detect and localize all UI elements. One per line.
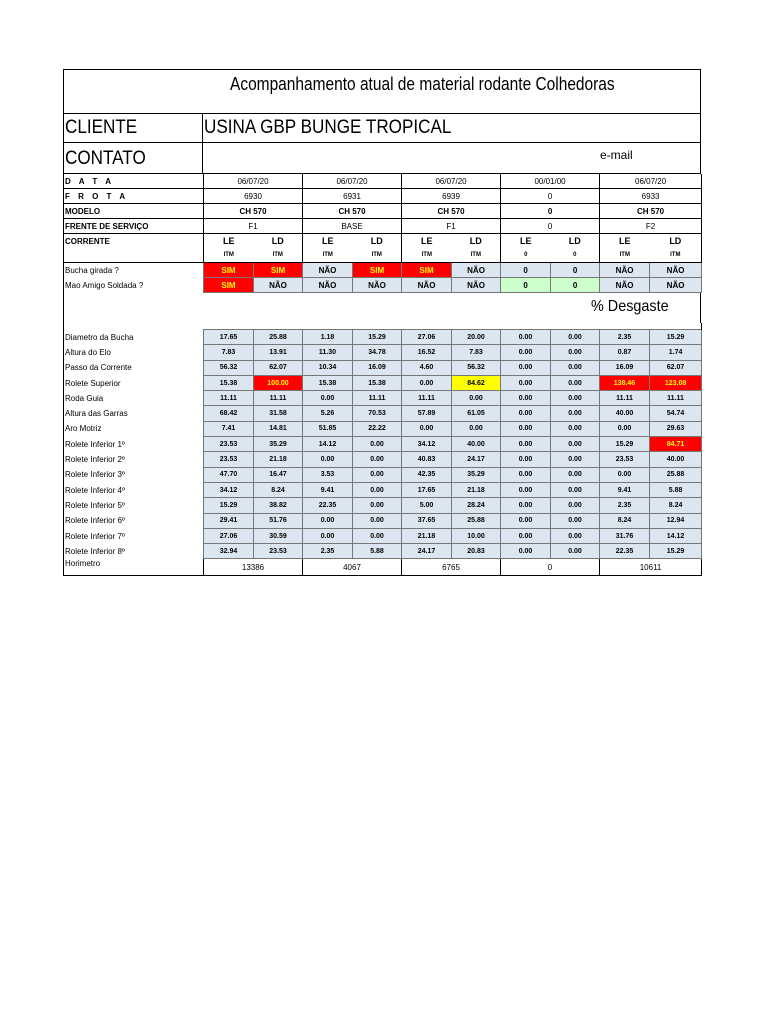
horimetro-value: 0 [501, 559, 600, 576]
measure-value: 0.00 [353, 513, 402, 528]
measure-value: 16.52 [402, 345, 452, 360]
frota-value: 6930 [204, 189, 303, 204]
measure-value: 0.00 [551, 437, 600, 452]
horimetro-value: 10611 [600, 559, 702, 576]
measure-value: 14.12 [303, 437, 353, 452]
measure-value: 0.00 [501, 391, 551, 406]
table-row [64, 482, 702, 497]
check-value: SIM [204, 263, 254, 278]
measure-value: 70.53 [353, 406, 402, 421]
measure-value: 11.11 [402, 391, 452, 406]
measure-value: 15.29 [353, 330, 402, 345]
measure-value: 31.58 [254, 406, 303, 421]
measure-value: 32.94 [204, 544, 254, 559]
table-row [64, 391, 702, 406]
measure-value: 22.35 [303, 498, 353, 513]
tipo-value: ITM [402, 248, 452, 263]
check-value: SIM [204, 278, 254, 293]
measure-label: Rolete Inferior 5º [64, 498, 204, 513]
measure-value: 34.78 [353, 345, 402, 360]
measure-value: 25.88 [650, 467, 702, 482]
check-value: NÃO [303, 278, 353, 293]
measure-value: 15.29 [650, 330, 702, 345]
measure-value: 0.00 [551, 421, 600, 436]
data-value: 06/07/20 [402, 174, 501, 189]
row-check [64, 278, 702, 293]
check-value: NÃO [600, 278, 650, 293]
measure-value: 11.11 [600, 391, 650, 406]
measure-value: 35.29 [254, 437, 303, 452]
row-check [64, 263, 702, 278]
corrente-side: LE [600, 234, 650, 249]
measure-value: 0.00 [501, 482, 551, 497]
tipo-value: 0 [501, 248, 551, 263]
frota-label: F R O T A [64, 189, 204, 204]
check-value: NÃO [600, 263, 650, 278]
measure-value: 11.11 [254, 391, 303, 406]
tipo-value: ITM [353, 248, 402, 263]
measure-value: 15.38 [204, 375, 254, 390]
tipo-value: ITM [600, 248, 650, 263]
measure-value: 0.00 [501, 406, 551, 421]
measure-value: 0.87 [600, 345, 650, 360]
row-horimetro [64, 559, 702, 576]
measure-value: 15.38 [303, 375, 353, 390]
row-tipo [64, 248, 702, 263]
measure-value: 0.00 [303, 528, 353, 543]
measure-value: 11.11 [650, 391, 702, 406]
measure-label: Passo da Corrente [64, 360, 204, 375]
measure-label: Rolete Superior [64, 375, 204, 390]
measure-value: 16.47 [254, 467, 303, 482]
measure-value: 23.53 [204, 452, 254, 467]
measure-value: 16.09 [353, 360, 402, 375]
measure-value: 24.17 [452, 452, 501, 467]
corrente-side: LD [650, 234, 702, 249]
measure-value: 0.00 [501, 330, 551, 345]
measure-label: Aro Motriz [64, 421, 204, 436]
measure-value: 15.29 [650, 544, 702, 559]
measure-value: 34.12 [402, 437, 452, 452]
measure-value: 57.89 [402, 406, 452, 421]
measure-value: 9.41 [600, 482, 650, 497]
measures-table [63, 323, 702, 576]
measure-value: 7.41 [204, 421, 254, 436]
modelo-value: CH 570 [402, 204, 501, 219]
data-value: 06/07/20 [204, 174, 303, 189]
tipo-value: 0 [551, 248, 600, 263]
measure-label: Rolete Inferior 4º [64, 482, 204, 497]
measure-value: 28.24 [452, 498, 501, 513]
measure-value: 0.00 [353, 467, 402, 482]
measure-value: 15.38 [353, 375, 402, 390]
measure-value: 0.00 [501, 467, 551, 482]
table-row [64, 498, 702, 513]
measure-value: 0.00 [353, 452, 402, 467]
measure-value: 0.00 [551, 528, 600, 543]
measure-value: 38.82 [254, 498, 303, 513]
check-value: NÃO [254, 278, 303, 293]
measure-value: 7.83 [452, 345, 501, 360]
measure-label: Rolete Inferior 7º [64, 528, 204, 543]
measure-value: 40.00 [600, 406, 650, 421]
table-row [64, 467, 702, 482]
cliente-label: CLIENTE [65, 117, 138, 138]
horimetro-label: Horimetro [64, 559, 204, 576]
measure-value: 0.00 [551, 330, 600, 345]
measure-value: 123.08 [650, 375, 702, 390]
measure-value: 68.42 [204, 406, 254, 421]
measure-value: 31.76 [600, 528, 650, 543]
measure-value: 22.35 [600, 544, 650, 559]
measure-value: 0.00 [353, 528, 402, 543]
table-row [64, 345, 702, 360]
table-row [64, 360, 702, 375]
modelo-value: CH 570 [600, 204, 702, 219]
measure-value: 5.88 [650, 482, 702, 497]
table-row [64, 437, 702, 452]
measure-value: 7.83 [204, 345, 254, 360]
measure-value: 0.00 [551, 498, 600, 513]
check-value: 0 [551, 278, 600, 293]
modelo-value: 0 [501, 204, 600, 219]
check-value: SIM [353, 263, 402, 278]
row-frente [64, 219, 702, 234]
measure-value: 2.35 [303, 544, 353, 559]
measure-label: Rolete Inferior 8º [64, 544, 204, 559]
measure-value: 84.71 [650, 437, 702, 452]
measure-value: 0.00 [303, 513, 353, 528]
measure-value: 84.62 [452, 375, 501, 390]
measure-label: Diametro da Bucha [64, 330, 204, 345]
check-value: 0 [551, 263, 600, 278]
tipo-value: ITM [650, 248, 702, 263]
desgaste-label: % Desgaste [591, 298, 669, 315]
row-corrente [64, 234, 702, 249]
measure-value: 1.74 [650, 345, 702, 360]
corrente-side: LD [271, 236, 284, 246]
check-value: 0 [501, 263, 551, 278]
check-value: NÃO [353, 278, 402, 293]
measure-value: 29.41 [204, 513, 254, 528]
measure-value: 21.18 [402, 528, 452, 543]
desgaste-row [63, 293, 701, 323]
contato-label: CONTATO [65, 148, 146, 169]
horimetro-value: 4067 [303, 559, 402, 576]
measure-value: 0.00 [551, 544, 600, 559]
table-row [64, 452, 702, 467]
corrente-side: LE [402, 234, 452, 249]
measure-value: 0.00 [501, 437, 551, 452]
measure-label: Rolete Inferior 1º [64, 437, 204, 452]
measure-value: 51.85 [303, 421, 353, 436]
frota-value: 6939 [402, 189, 501, 204]
measure-value: 62.07 [650, 360, 702, 375]
modelo-label: MODELO [64, 204, 204, 219]
measure-value: 51.76 [254, 513, 303, 528]
measure-value: 138.46 [600, 375, 650, 390]
measure-value: 1.18 [303, 330, 353, 345]
measure-value: 54.74 [650, 406, 702, 421]
data-value: 06/07/20 [600, 174, 702, 189]
measure-value: 35.29 [452, 467, 501, 482]
frota-value: 6931 [303, 189, 402, 204]
measure-value: 8.24 [600, 513, 650, 528]
frente-label: FRENTE DE SERVIÇO [64, 219, 204, 234]
measure-value: 0.00 [551, 345, 600, 360]
measure-value: 40.83 [402, 452, 452, 467]
measure-value: 0.00 [551, 360, 600, 375]
measure-value: 17.65 [402, 482, 452, 497]
measure-value: 14.12 [650, 528, 702, 543]
measure-value: 62.07 [254, 360, 303, 375]
measure-value: 0.00 [501, 421, 551, 436]
measure-value: 100.00 [254, 375, 303, 390]
cliente-row [63, 114, 701, 143]
measure-value: 0.00 [353, 482, 402, 497]
cliente-value: USINA GBP BUNGE TROPICAL [204, 117, 452, 138]
measure-label: Altura das Garras [64, 406, 204, 421]
measure-value: 23.53 [254, 544, 303, 559]
title-row [63, 69, 701, 114]
modelo-value: CH 570 [204, 204, 303, 219]
measure-value: 9.41 [303, 482, 353, 497]
measure-value: 20.83 [452, 544, 501, 559]
measure-value: 0.00 [303, 452, 353, 467]
frente-value: BASE [303, 219, 402, 234]
row-frota [64, 189, 702, 204]
measure-value: 8.24 [650, 498, 702, 513]
measure-value: 47.70 [204, 467, 254, 482]
check-value: NÃO [402, 278, 452, 293]
measure-value: 0.00 [452, 391, 501, 406]
measure-value: 10.00 [452, 528, 501, 543]
measure-value: 23.53 [600, 452, 650, 467]
measure-label: Rolete Inferior 3º [64, 467, 204, 482]
corrente-side: LE [303, 234, 353, 249]
measure-value: 21.18 [452, 482, 501, 497]
table-row [64, 375, 702, 390]
table-row [64, 330, 702, 345]
frente-value: F1 [204, 219, 303, 234]
measure-value: 3.53 [303, 467, 353, 482]
measure-value: 0.00 [551, 406, 600, 421]
check-value: NÃO [452, 278, 501, 293]
data-value: 00/01/00 [501, 174, 600, 189]
row-modelo [64, 204, 702, 219]
measure-value: 0.00 [501, 498, 551, 513]
horimetro-value: 13386 [204, 559, 303, 576]
corrente-side: LE [501, 234, 551, 249]
measure-value: 29.63 [650, 421, 702, 436]
measure-value: 27.06 [204, 528, 254, 543]
measure-value: 30.59 [254, 528, 303, 543]
measure-value: 2.35 [600, 498, 650, 513]
measure-value: 0.00 [551, 513, 600, 528]
frente-value: F2 [600, 219, 702, 234]
measure-value: 0.00 [501, 360, 551, 375]
frente-value: 0 [501, 219, 600, 234]
measure-value: 23.53 [204, 437, 254, 452]
measure-value: 17.65 [204, 330, 254, 345]
measure-value: 34.12 [204, 482, 254, 497]
measure-value: 11.30 [303, 345, 353, 360]
measure-value: 10.34 [303, 360, 353, 375]
measure-value: 11.11 [353, 391, 402, 406]
table-row [64, 406, 702, 421]
modelo-value: CH 570 [303, 204, 402, 219]
measure-value: 40.00 [452, 437, 501, 452]
measure-value: 56.32 [452, 360, 501, 375]
check-value: NÃO [650, 263, 702, 278]
measure-value: 40.00 [650, 452, 702, 467]
measure-value: 5.00 [402, 498, 452, 513]
measure-value: 16.09 [600, 360, 650, 375]
measure-value: 42.35 [402, 467, 452, 482]
header-table [63, 174, 702, 293]
report-sheet [63, 69, 701, 576]
measure-value: 22.22 [353, 421, 402, 436]
measure-value: 0.00 [501, 345, 551, 360]
measure-value: 15.29 [600, 437, 650, 452]
measure-label: Altura do Elo [64, 345, 204, 360]
measure-value: 0.00 [551, 375, 600, 390]
measure-value: 4.60 [402, 360, 452, 375]
measure-value: 5.26 [303, 406, 353, 421]
measure-value: 0.00 [551, 391, 600, 406]
measure-value: 0.00 [551, 452, 600, 467]
measure-value: 25.88 [254, 330, 303, 345]
measure-value: 0.00 [551, 482, 600, 497]
corrente-side: LE [204, 234, 254, 249]
measure-value: 0.00 [600, 421, 650, 436]
measure-value: 24.17 [402, 544, 452, 559]
table-row [64, 528, 702, 543]
check-value: SIM [254, 263, 303, 278]
data-value: 06/07/20 [303, 174, 402, 189]
measure-value: 37.65 [402, 513, 452, 528]
measure-label: Rolete Inferior 2º [64, 452, 204, 467]
measure-value: 13.91 [254, 345, 303, 360]
measure-value: 61.05 [452, 406, 501, 421]
measure-value: 25.88 [452, 513, 501, 528]
check-value: NÃO [650, 278, 702, 293]
measure-value: 0.00 [501, 528, 551, 543]
measure-value: 56.32 [204, 360, 254, 375]
measure-value: 0.00 [353, 498, 402, 513]
data-label: D A T A [64, 174, 204, 189]
check-value: SIM [402, 263, 452, 278]
table-row [64, 544, 702, 559]
tipo-value: ITM [452, 248, 501, 263]
report-title: Acompanhamento atual de material rodante Colhedoras [230, 74, 615, 94]
corrente-label: CORRENTE [64, 234, 204, 249]
measure-value: 0.00 [551, 467, 600, 482]
measure-value: 0.00 [600, 467, 650, 482]
measure-value: 0.00 [501, 452, 551, 467]
corrente-side: LD [370, 236, 383, 246]
frota-value: 0 [501, 189, 600, 204]
measure-value: 0.00 [402, 421, 452, 436]
corrente-side: LD [568, 236, 581, 246]
table-row [64, 513, 702, 528]
measure-value: 0.00 [353, 437, 402, 452]
measure-value: 27.06 [402, 330, 452, 345]
measure-value: 11.11 [204, 391, 254, 406]
measure-value: 0.00 [501, 375, 551, 390]
measure-value: 21.18 [254, 452, 303, 467]
measure-value: 15.29 [204, 498, 254, 513]
frente-value: F1 [402, 219, 501, 234]
contato-row [63, 143, 701, 174]
check-value: 0 [501, 278, 551, 293]
horimetro-value: 6765 [402, 559, 501, 576]
measure-value: 12.94 [650, 513, 702, 528]
measure-value: 0.00 [452, 421, 501, 436]
table-row [64, 421, 702, 436]
measure-label: Rolete Inferior 6º [64, 513, 204, 528]
measure-value: 0.00 [402, 375, 452, 390]
measure-value: 5.88 [353, 544, 402, 559]
frota-value: 6933 [600, 189, 702, 204]
tipo-label [64, 248, 204, 263]
measure-value: 2.35 [600, 330, 650, 345]
measure-value: 0.00 [501, 544, 551, 559]
check-label: Mao Amigo Soldada ? [64, 278, 204, 293]
corrente-side: LD [469, 236, 482, 246]
check-value: NÃO [452, 263, 501, 278]
tipo-value: ITM [254, 248, 303, 263]
tipo-value: ITM [204, 248, 254, 263]
row-data [64, 174, 702, 189]
check-label: Bucha girada ? [64, 263, 204, 278]
check-value: NÃO [303, 263, 353, 278]
tipo-value: ITM [303, 248, 353, 263]
email-label: e-mail [600, 148, 633, 162]
measure-label: Roda Guia [64, 391, 204, 406]
measure-value: 0.00 [303, 391, 353, 406]
measure-value: 0.00 [501, 513, 551, 528]
measure-value: 20.00 [452, 330, 501, 345]
measure-value: 8.24 [254, 482, 303, 497]
measure-value: 14.81 [254, 421, 303, 436]
